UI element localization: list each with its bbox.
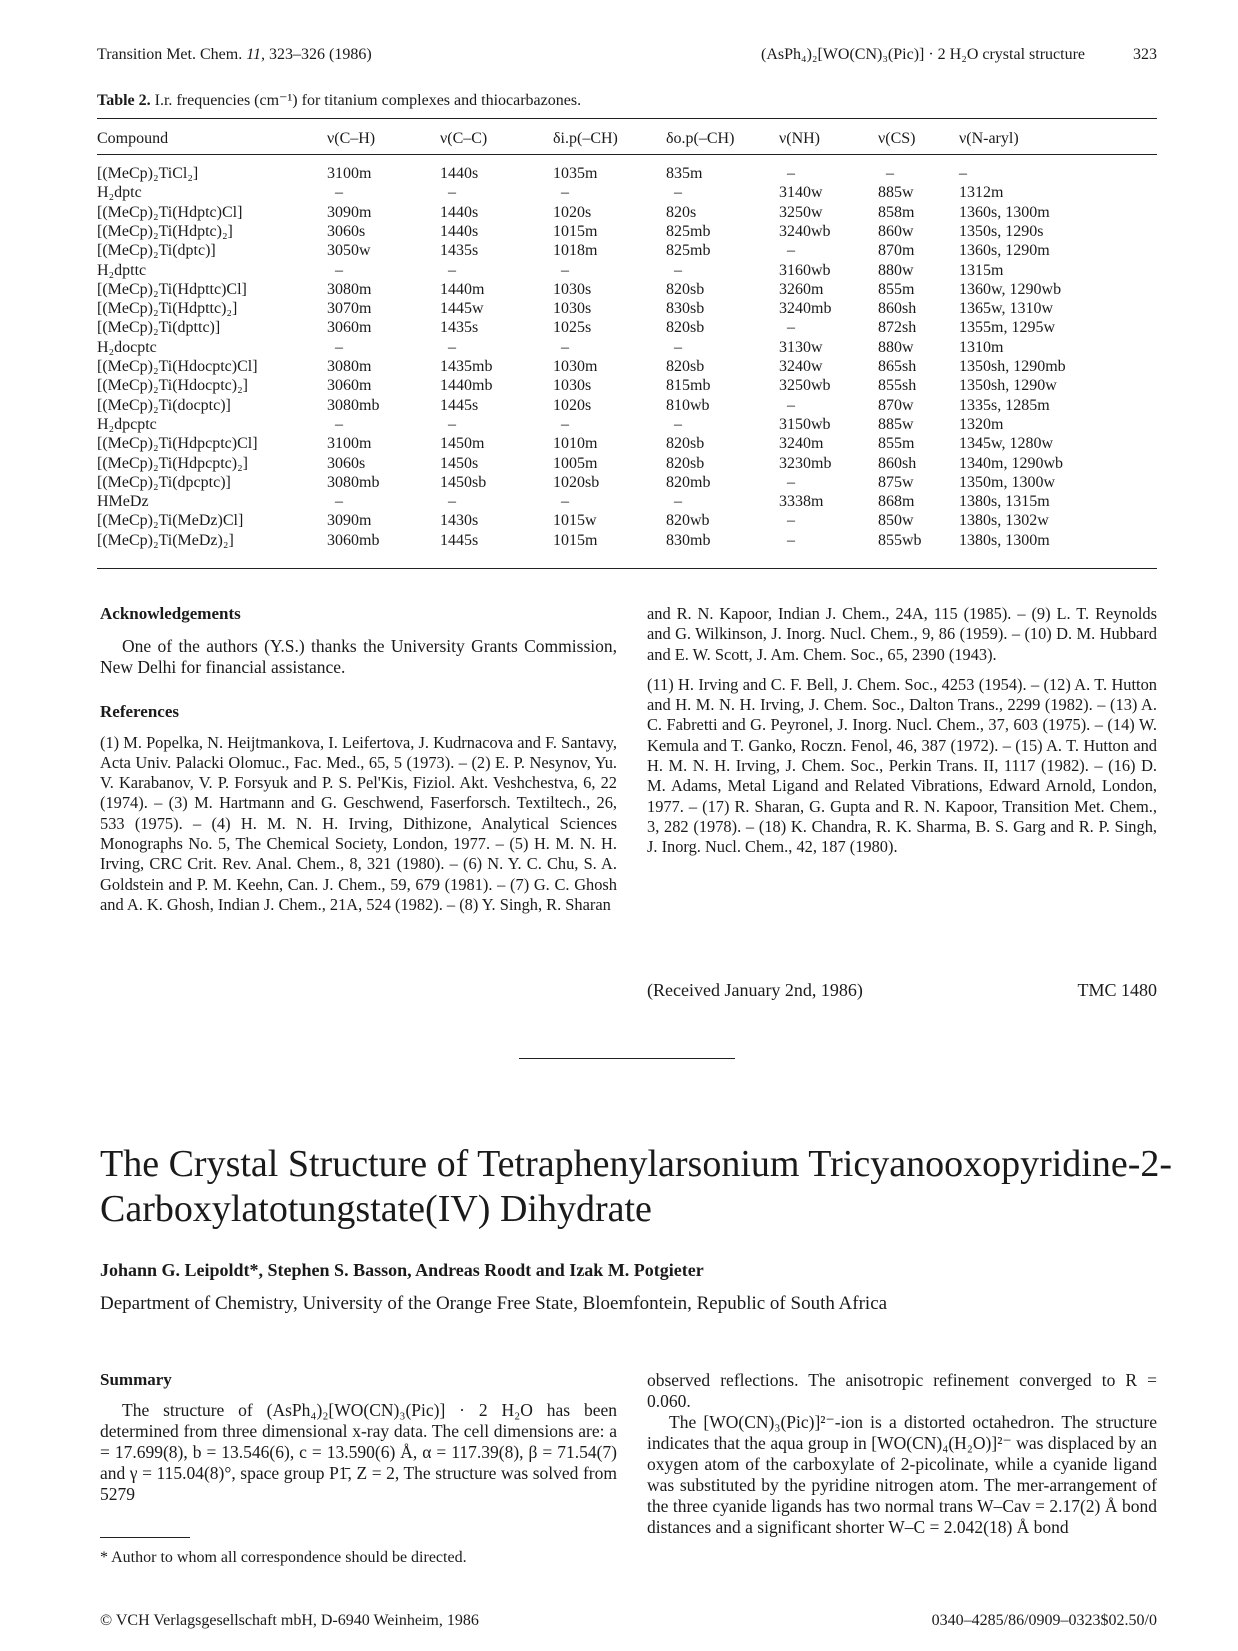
table-value-cell: 885w bbox=[878, 184, 914, 202]
table-value-cell: 1025s bbox=[553, 319, 592, 337]
table-value-cell: 1315m bbox=[959, 261, 1004, 279]
table-value-cell: 1015m bbox=[553, 222, 598, 240]
table-compound-cell: [(MeCp)₂Ti(Hdpcptc)₂] bbox=[97, 454, 248, 472]
table-compound-cell: [(MeCp)₂Ti(MeDz)Cl] bbox=[97, 512, 244, 530]
table-value-cell: 3100m bbox=[327, 165, 372, 182]
table-value-cell: – bbox=[787, 531, 795, 549]
table-value-cell: 1005m bbox=[553, 454, 598, 472]
table-value-cell: 870w bbox=[878, 396, 914, 414]
table-value-cell: 885w bbox=[878, 415, 914, 433]
table-value-cell: 1445s bbox=[440, 396, 479, 414]
table-value-cell: 3240mb bbox=[779, 300, 832, 318]
summary-left bbox=[100, 1370, 617, 1505]
table-value-cell: 3260m bbox=[779, 280, 824, 298]
table-compound-cell: [(MeCp)₂Ti(dptc)] bbox=[97, 242, 216, 260]
table-value-cell: – bbox=[959, 165, 967, 182]
table-compound-cell: [(MeCp)₂Ti(dpttc)] bbox=[97, 319, 221, 337]
table-value-cell: 1015m bbox=[553, 531, 598, 549]
table-value-cell: 1030s bbox=[553, 280, 592, 298]
footnote-rule bbox=[100, 1537, 190, 1538]
right-column-top bbox=[647, 604, 1157, 858]
summary-right bbox=[647, 1370, 1157, 1538]
table-compound-cell: [(MeCp)₂Ti(Hdpttc)₂] bbox=[97, 300, 238, 318]
table-value-cell: – bbox=[674, 493, 682, 511]
table-value-cell: 1360s, 1300m bbox=[959, 203, 1050, 221]
table-value-cell: – bbox=[335, 261, 343, 279]
table-header-cell: ν(CS) bbox=[878, 130, 916, 147]
table-value-cell: 3240wb bbox=[779, 222, 831, 240]
table-value-cell: – bbox=[674, 261, 682, 279]
table-value-cell: 1435mb bbox=[440, 358, 493, 375]
journal-pages: 323–326 (1986) bbox=[265, 46, 372, 63]
table-value-cell: – bbox=[674, 184, 682, 202]
table-value-cell: 825mb bbox=[666, 222, 711, 240]
received-line bbox=[647, 980, 1157, 1001]
table-value-cell: 3090m bbox=[327, 203, 372, 221]
table-value-cell: 3090m bbox=[327, 512, 372, 530]
table-value-cell: 1340m, 1290wb bbox=[959, 454, 1063, 472]
article-authors: Johann G. Leipoldt*, Stephen S. Basson, Andreas Roodt and Izak M. Potgieter bbox=[100, 1260, 704, 1280]
article-code-footer: 0340–4285/86/0909–0323$02.50/0 bbox=[931, 1612, 1157, 1629]
table-value-cell: 3060s bbox=[327, 454, 366, 472]
table-value-cell: – bbox=[787, 319, 795, 337]
table-value-cell: 1030s bbox=[553, 300, 592, 318]
table-value-cell: 872sh bbox=[878, 319, 917, 337]
table-value-cell: 3080mb bbox=[327, 473, 380, 491]
table-value-cell: 855m bbox=[878, 435, 915, 453]
table-value-cell: – bbox=[448, 184, 456, 202]
table-value-cell: 820sb bbox=[666, 319, 705, 337]
author-footnote: * Author to whom all correspondence should be directed. bbox=[100, 1549, 467, 1566]
table-caption bbox=[97, 90, 581, 110]
table-value-cell: 3240m bbox=[779, 435, 824, 453]
table-compound-cell: H₂docptc bbox=[97, 338, 157, 356]
table-value-cell: 810wb bbox=[666, 396, 710, 414]
table-value-cell: 825mb bbox=[666, 242, 711, 260]
table-value-cell: – bbox=[335, 184, 343, 202]
table-value-cell: 3250wb bbox=[779, 377, 831, 395]
journal-volume: 11, bbox=[246, 46, 266, 63]
journal-name: Transition Met. Chem. bbox=[97, 46, 243, 63]
table-value-cell: 3338m bbox=[779, 493, 824, 511]
table-value-cell: 1030m bbox=[553, 358, 598, 375]
table-value-cell: – bbox=[448, 338, 456, 356]
table-value-cell: 3130w bbox=[779, 338, 823, 356]
table-value-cell: 3140w bbox=[779, 184, 823, 202]
table-compound-cell: [(MeCp)₂Ti(Hdocptc)Cl] bbox=[97, 358, 258, 375]
table-value-cell: – bbox=[787, 473, 795, 491]
table-header-cell: ν(NH) bbox=[779, 130, 820, 147]
table-value-cell: 820wb bbox=[666, 512, 710, 530]
table-value-cell: 1345w, 1280w bbox=[959, 435, 1054, 453]
table-value-cell: 860sh bbox=[878, 300, 917, 318]
summary-right-text-1: observed reflections. The anisotropic refinement converged to R = 0.060. bbox=[647, 1370, 1157, 1411]
table-value-cell: 3100m bbox=[327, 435, 372, 453]
table-value-cell: 868m bbox=[878, 493, 915, 511]
table-header-cell: δi.p(–CH) bbox=[553, 130, 618, 147]
table-value-cell: 3080m bbox=[327, 358, 372, 375]
table-value-cell: 1018m bbox=[553, 242, 598, 260]
table-value-cell: 820sb bbox=[666, 435, 705, 453]
table-value-cell: – bbox=[335, 415, 343, 433]
table-value-cell: – bbox=[335, 338, 343, 356]
table-value-cell: – bbox=[561, 261, 569, 279]
table-value-cell: – bbox=[787, 165, 795, 182]
table-compound-cell: H₂dpcptc bbox=[97, 415, 157, 433]
table-value-cell: – bbox=[674, 415, 682, 433]
table-value-cell: 1380s, 1302w bbox=[959, 512, 1049, 530]
table-bottom-rule bbox=[97, 568, 1157, 569]
running-header bbox=[97, 46, 1157, 70]
summary-left-text: The structure of (AsPh₄)₂[WO(CN)₃(Pic)] · 2 H₂O has been determined from three dimensional x-ray data. The cell dimensions are: a = 17.699(8), b = 13.546(6), c = 13.590(6) Å, α = 117.39(8), β = 71.54(7) and γ = 115.04(8)°, space group P1̄, Z = 2, The structure was solved from 5279 bbox=[100, 1400, 617, 1505]
table-label: Table 2. bbox=[97, 92, 151, 109]
table-value-cell: 3080m bbox=[327, 280, 372, 298]
table-value-cell: 3070m bbox=[327, 300, 372, 318]
table-header-cell: ν(C–C) bbox=[440, 130, 488, 147]
table-value-cell: 820sb bbox=[666, 280, 705, 298]
table-value-cell: 3060m bbox=[327, 377, 372, 395]
table-value-cell: 855sh bbox=[878, 377, 917, 395]
table-value-cell: 865sh bbox=[878, 358, 917, 375]
table-value-cell: 1355m, 1295w bbox=[959, 319, 1055, 337]
table-value-cell: 820s bbox=[666, 203, 697, 221]
table-compound-cell: [(MeCp)₂TiCl₂] bbox=[97, 165, 199, 182]
table-value-cell: 1435s bbox=[440, 319, 479, 337]
table-value-cell: – bbox=[787, 512, 795, 530]
article-affiliation: Department of Chemistry, University of the Orange Free State, Bloemfontein, Republic of South Africa bbox=[100, 1293, 888, 1314]
table-value-cell: 1445w bbox=[440, 300, 484, 318]
table-value-cell: 1310m bbox=[959, 338, 1004, 356]
table-value-cell: 820mb bbox=[666, 473, 711, 491]
journal-citation bbox=[97, 46, 372, 64]
table-value-cell: 1440mb bbox=[440, 377, 493, 395]
table-compound-cell: [(MeCp)₂Ti(Hdpcptc)Cl] bbox=[97, 435, 258, 453]
table-value-cell: – bbox=[448, 493, 456, 511]
refs-left-text: (1) M. Popelka, N. Heijtmankova, I. Leifertova, J. Kudrnacova and F. Santavy, Acta Univ. Palacki Olomuc., Fac. Med., 65, 5 (1973). – (2) E. P. Nesynov, Yu. V. Karabanov, V. P. Forsyuk and P. S. Pel'Kis, Fiziol. Akt. Veshchestva, 6, 22 (1974). – (3) M. Hartmann and G. Geschwend, Faserforsch. Textiltech., 26, 533 (1975). – (4) H. M. N. H. Irving, Dithizone, Analytical Sciences Monographs No. 5, The Chemical Society, London, 1977. – (5) H. M. N. H. Irving, CRC Crit. Rev. Anal. Chem., 8, 321 (1980). – (6) N. Y. C. Chu, S. A. Goldstein and P. M. Keehn, Can. J. Chem., 59, 679 (1981). – (7) G. C. Ghosh and A. K. Ghosh, Indian J. Chem., 21A, 524 (1982). – (8) Y. Singh, R. Sharan bbox=[100, 732, 617, 914]
table-value-cell: – bbox=[561, 338, 569, 356]
table-value-cell: 860w bbox=[878, 222, 914, 240]
table-compound-cell: [(MeCp)₂Ti(MeDz)₂] bbox=[97, 531, 234, 549]
table-compound-cell: H₂dpttc bbox=[97, 261, 147, 279]
table-compound-cell: [(MeCp)₂Ti(Hdocptc)₂] bbox=[97, 377, 248, 395]
table-value-cell: 830sb bbox=[666, 300, 705, 318]
table-value-cell: 1360w, 1290wb bbox=[959, 280, 1062, 298]
ack-text: One of the authors (Y.S.) thanks the University Grants Commission, New Delhi for financial assistance. bbox=[100, 636, 617, 678]
table-value-cell: 855wb bbox=[878, 531, 922, 549]
table-value-cell: 3060mb bbox=[327, 531, 380, 549]
table-value-cell: 858m bbox=[878, 203, 915, 221]
article-divider bbox=[519, 1058, 735, 1059]
table-value-cell: 830mb bbox=[666, 531, 711, 549]
page-number: 323 bbox=[1133, 46, 1157, 63]
table-value-cell: 1365w, 1310w bbox=[959, 300, 1054, 318]
table-value-cell: 1030s bbox=[553, 377, 592, 395]
table-value-cell: 1450sb bbox=[440, 473, 487, 491]
table-caption-text: I.r. frequencies (cm⁻¹) for titanium complexes and thiocarbazones. bbox=[150, 92, 582, 109]
table-header-cell: Compound bbox=[97, 130, 169, 147]
table-value-cell: 1450m bbox=[440, 435, 485, 453]
table-value-cell: – bbox=[674, 338, 682, 356]
table-value-cell: 1015w bbox=[553, 512, 597, 530]
table-value-cell: – bbox=[787, 242, 795, 260]
table-value-cell: 1020s bbox=[553, 203, 592, 221]
table-value-cell: 3160wb bbox=[779, 261, 831, 279]
table-value-cell: 1035m bbox=[553, 165, 598, 182]
table-value-cell: 1335s, 1285m bbox=[959, 396, 1050, 414]
received-date: (Received January 2nd, 1986) bbox=[647, 980, 863, 1000]
ack-heading: Acknowledgements bbox=[100, 604, 241, 623]
table-compound-cell: [(MeCp)₂Ti(Hdpttc)Cl] bbox=[97, 280, 247, 298]
tmc-code: TMC 1480 bbox=[1077, 980, 1157, 1000]
table-value-cell: 1350sh, 1290mb bbox=[959, 358, 1066, 375]
table-value-cell: 3060s bbox=[327, 222, 366, 240]
table-value-cell: – bbox=[448, 415, 456, 433]
table-compound-cell: [(MeCp)₂Ti(Hdptc)₂] bbox=[97, 222, 233, 240]
table-header-cell: ν(N-aryl) bbox=[959, 130, 1019, 147]
table-value-cell: 1350sh, 1290w bbox=[959, 377, 1057, 395]
table-value-cell: 875w bbox=[878, 473, 914, 491]
left-column-top bbox=[100, 604, 617, 915]
table-value-cell: 1350s, 1290s bbox=[959, 222, 1044, 240]
summary-heading: Summary bbox=[100, 1370, 172, 1389]
table-value-cell: 1380s, 1300m bbox=[959, 531, 1050, 549]
table-value-cell: 1020s bbox=[553, 396, 592, 414]
summary-right-text-2: The [WO(CN)₃(Pic)]²⁻-ion is a distorted octahedron. The structure indicates that the aqua group in [WO(CN)₄(H₂O)]²⁻ was displaced by an oxygen atom of the carboxylate of 2-picolinate, while a cyanide ligand was substituted by the pyridine nitrogen atom. The mer-arrangement of the three cyanide ligands has two normal trans W–Cav = 2.17(2) Å bond distances and a significant shorter W–C = 2.042(18) Å bond bbox=[647, 1412, 1157, 1537]
table-value-cell: 1445s bbox=[440, 531, 479, 549]
table-value-cell: – bbox=[787, 396, 795, 414]
table-value-cell: 1350m, 1300w bbox=[959, 473, 1055, 491]
table-compound-cell: HMeDz bbox=[97, 493, 149, 511]
table-value-cell: 3240w bbox=[779, 358, 823, 375]
table-value-cell: – bbox=[561, 184, 569, 202]
table-value-cell: 1440s bbox=[440, 203, 479, 221]
table-header-cell: ν(C–H) bbox=[327, 130, 376, 147]
refs-heading: References bbox=[100, 702, 179, 722]
refs-right-text-1: and R. N. Kapoor, Indian J. Chem., 24A, 115 (1985). – (9) L. T. Reynolds and G. Wilkinson, J. Inorg. Nucl. Chem., 9, 86 (1959). – (10) D. M. Hubbard and E. W. Scott, J. Am. Chem. Soc., 65, 2390 (1943). bbox=[647, 604, 1157, 664]
table-value-cell: 820sb bbox=[666, 358, 705, 375]
table-header-cell: δo.p(–CH) bbox=[666, 130, 735, 147]
refs-right-text-2: (11) H. Irving and C. F. Bell, J. Chem. Soc., 4253 (1954). – (12) A. T. Hutton and H. M. N. H. Irving, J. Chem. Soc., Dalton Trans., 2299 (1982). – (13) A. C. Fabretti and G. Peyronel, J. Inorg. Nucl. Chem., 37, 603 (1975). – (14) W. Kemula and T. Ganko, Roczn. Fenol, 46, 387 (1972). – (15) A. T. Hutton and H. M. N. H. Irving, J. Chem. Soc., Perkin Trans. II, 1117 (1982). – (16) D. M. Adams, Metal Ligand and Related Vibrations, Edward Arnold, London, 1977. – (17) R. Sharan, G. Gupta and R. N. Kapoor, Transition Met. Chem., 3, 282 (1978). – (18) K. Chandra, R. K. Sharma, B. S. Garg and R. P. Singh, J. Inorg. Nucl. Chem., 42, 187 (1980). bbox=[647, 674, 1157, 857]
table-value-cell: 3250w bbox=[779, 203, 823, 221]
table-value-cell: 820sb bbox=[666, 454, 705, 472]
table-value-cell: 3230mb bbox=[779, 454, 832, 472]
table-value-cell: 1440s bbox=[440, 165, 479, 182]
article-title: The Crystal Structure of Tetraphenylarsonium Tricyanooxopyridine-2-Carboxylatotungstate(IV) Dihydrate bbox=[100, 1143, 1173, 1230]
table-value-cell: 835m bbox=[666, 165, 703, 182]
running-title: (AsPh₄)₂[WO(CN)₃(Pic)] · 2 H₂O crystal structure bbox=[760, 46, 1085, 63]
table-value-cell: 1312m bbox=[959, 184, 1004, 202]
table-header-rule bbox=[97, 154, 1157, 155]
table-compound-cell: [(MeCp)₂Ti(docptc)] bbox=[97, 396, 231, 414]
table-value-cell: – bbox=[448, 261, 456, 279]
table-value-cell: 1360s, 1290m bbox=[959, 242, 1050, 260]
table-value-cell: – bbox=[561, 415, 569, 433]
table-value-cell: 3060m bbox=[327, 319, 372, 337]
table-value-cell: 3050w bbox=[327, 242, 371, 260]
table-value-cell: 870m bbox=[878, 242, 915, 260]
table-value-cell: – bbox=[335, 493, 343, 511]
table-value-cell: 855m bbox=[878, 280, 915, 298]
table-value-cell: 850w bbox=[878, 512, 914, 530]
table-value-cell: – bbox=[561, 493, 569, 511]
table-compound-cell: [(MeCp)₂Ti(Hdptc)Cl] bbox=[97, 203, 243, 221]
table-compound-cell: H₂dptc bbox=[97, 184, 142, 202]
table-value-cell: 1440m bbox=[440, 280, 485, 298]
table-value-cell: 1435s bbox=[440, 242, 479, 260]
table-value-cell: 860sh bbox=[878, 454, 917, 472]
table-value-cell: 3150wb bbox=[779, 415, 831, 433]
table-top-rule bbox=[97, 118, 1157, 119]
table-value-cell: 880w bbox=[878, 338, 914, 356]
table-value-cell: 1020sb bbox=[553, 473, 600, 491]
table-value-cell: 3080mb bbox=[327, 396, 380, 414]
table-value-cell: 815mb bbox=[666, 377, 711, 395]
table-value-cell: 880w bbox=[878, 261, 914, 279]
table-value-cell: 1440s bbox=[440, 222, 479, 240]
table-value-cell: 1430s bbox=[440, 512, 479, 530]
table-value-cell: 1380s, 1315m bbox=[959, 493, 1050, 511]
table-value-cell: 1010m bbox=[553, 435, 598, 453]
table-compound-cell: [(MeCp)₂Ti(dpcptc)] bbox=[97, 473, 231, 491]
publisher-footer: © VCH Verlagsgesellschaft mbH, D-6940 Weinheim, 1986 bbox=[100, 1612, 479, 1629]
table-value-cell: 1450s bbox=[440, 454, 479, 472]
table-value-cell: – bbox=[886, 165, 894, 182]
running-title-group bbox=[761, 46, 1157, 64]
table-value-cell: 1320m bbox=[959, 415, 1004, 433]
